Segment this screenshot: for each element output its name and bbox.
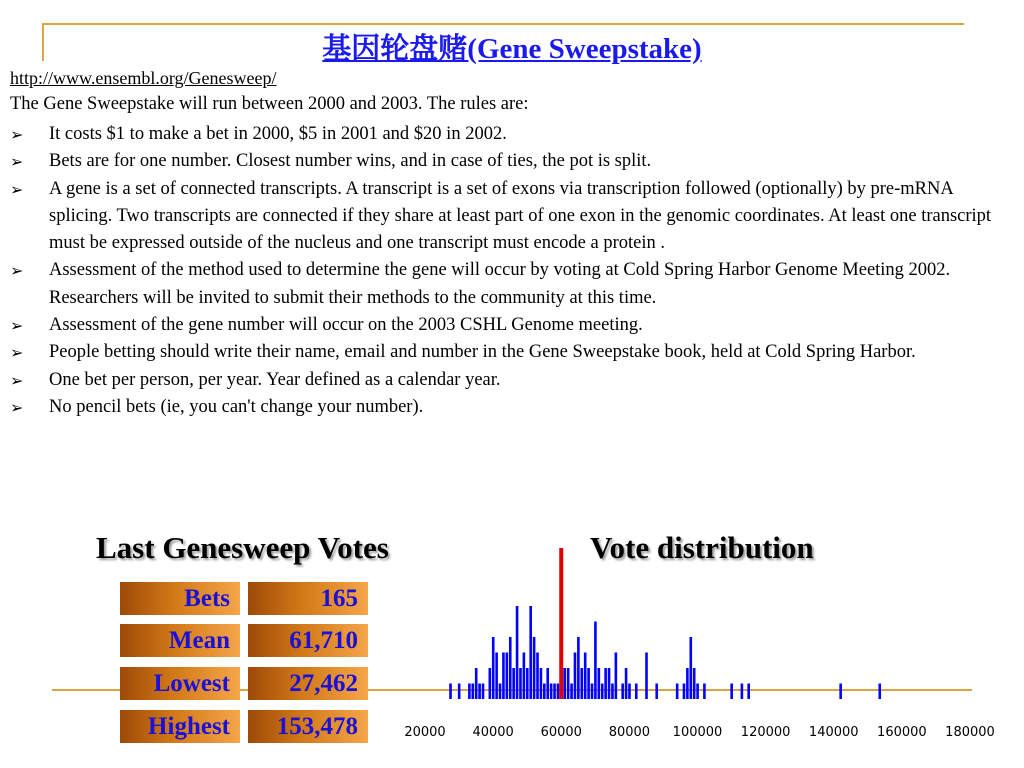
top-rule bbox=[42, 23, 964, 25]
histogram-bar bbox=[471, 684, 474, 700]
histogram-bar bbox=[625, 668, 628, 699]
histogram-bar bbox=[543, 684, 546, 700]
histogram-bar bbox=[580, 668, 583, 699]
votes-label-bets: Bets bbox=[120, 582, 240, 615]
vote-distribution-chart bbox=[395, 540, 1005, 745]
arrow-bullet-icon: ➢ bbox=[10, 343, 24, 363]
histogram-bar bbox=[492, 637, 495, 699]
histogram-bar bbox=[621, 684, 624, 700]
x-tick-label: 120000 bbox=[740, 725, 791, 740]
histogram-bar bbox=[689, 637, 692, 699]
histogram-bar bbox=[686, 668, 689, 699]
histogram-bar bbox=[676, 684, 679, 700]
intro-text: The Gene Sweepstake will run between 2000 and 2003. The rules are: bbox=[10, 94, 529, 114]
histogram-bar bbox=[550, 684, 553, 700]
rule-item: ➢ It costs $1 to make a bet in 2000, $5 in 2001 and $20 in 2002. bbox=[10, 121, 1010, 148]
histogram-bar bbox=[512, 668, 515, 699]
votes-label-lowest: Lowest bbox=[120, 667, 240, 700]
histogram-bar bbox=[529, 606, 532, 699]
histogram-bar bbox=[553, 684, 556, 700]
x-tick-label: 100000 bbox=[672, 725, 723, 740]
histogram-bar bbox=[584, 653, 587, 700]
rule-item: ➢ People betting should write their name, email and number in the Gene Sweepstake book, held at Cold Spring Harbor. bbox=[10, 339, 1010, 366]
histogram-bar bbox=[747, 684, 750, 700]
votes-value-highest: 153,478 bbox=[248, 710, 368, 743]
histogram-bar bbox=[468, 684, 471, 700]
genesweep-link[interactable]: http://www.ensembl.org/Genesweep/ bbox=[10, 68, 277, 88]
histogram-bar bbox=[482, 684, 485, 700]
histogram-bar bbox=[683, 684, 686, 700]
mean-marker-line bbox=[559, 548, 563, 699]
votes-title: Last Genesweep Votes bbox=[96, 530, 389, 565]
histogram-bar bbox=[696, 684, 699, 700]
histogram-bar bbox=[645, 653, 648, 700]
arrow-bullet-icon: ➢ bbox=[10, 179, 24, 199]
histogram-bar bbox=[839, 684, 842, 700]
histogram-bar bbox=[526, 668, 529, 699]
histogram-bar bbox=[533, 637, 536, 699]
votes-value-mean: 61,710 bbox=[248, 624, 368, 657]
histogram-bar bbox=[615, 653, 618, 700]
histogram-bar bbox=[574, 653, 577, 700]
x-tick-label: 180000 bbox=[945, 725, 995, 740]
histogram-bar bbox=[608, 668, 611, 699]
rule-item: ➢ Bets are for one number. Closest number wins, and in case of ties, the pot is split. bbox=[10, 148, 1010, 175]
histogram-bar bbox=[655, 684, 658, 700]
histogram-bar bbox=[693, 668, 696, 699]
histogram-bar bbox=[598, 668, 601, 699]
histogram-bar bbox=[730, 684, 733, 700]
histogram-bar bbox=[458, 684, 461, 700]
arrow-bullet-icon: ➢ bbox=[10, 316, 24, 336]
chart-bars bbox=[449, 548, 881, 699]
histogram-bar bbox=[519, 668, 522, 699]
arrow-bullet-icon: ➢ bbox=[10, 397, 24, 417]
histogram-bar bbox=[567, 668, 570, 699]
arrow-bullet-icon: ➢ bbox=[10, 261, 24, 281]
chart-tick-labels bbox=[404, 725, 995, 740]
histogram-bar bbox=[516, 606, 519, 699]
x-tick-label: 60000 bbox=[540, 725, 582, 740]
histogram-bar bbox=[489, 668, 492, 699]
slide-title: 基因轮盘赌(Gene Sweepstake) bbox=[322, 33, 702, 65]
histogram-bar bbox=[878, 684, 881, 700]
rule-item: ➢ Assessment of the method used to determine the gene will occur by voting at Cold Spring Harbor Genome Meeting 2002. Researchers will be invited to submit their methods to the community at this time. bbox=[10, 257, 1010, 312]
histogram-bar bbox=[536, 653, 539, 700]
histogram-bar bbox=[604, 668, 607, 699]
rule-item: ➢ No pencil bets (ie, you can't change your number). bbox=[10, 394, 1010, 421]
histogram-bar bbox=[502, 653, 505, 700]
histogram-bar bbox=[546, 668, 549, 699]
rules-list bbox=[10, 121, 1010, 421]
histogram-bar bbox=[523, 653, 526, 700]
votes-value-bets: 165 bbox=[248, 582, 368, 615]
histogram-bar bbox=[540, 668, 543, 699]
arrow-bullet-icon: ➢ bbox=[10, 125, 24, 144]
rule-item: ➢ A gene is a set of connected transcripts. A transcript is a set of exons via transcription followed (optionally) by pre-mRNA splicing. Two transcripts are connected if they share at least part of one exon in the genomic coordinates. At least one transcript must be expressed outside of the nucleus and one transcript must encode a protein . bbox=[10, 176, 1010, 258]
histogram-bar bbox=[741, 684, 744, 700]
votes-label-mean: Mean bbox=[120, 624, 240, 657]
rule-item: ➢ Assessment of the gene number will occur on the 2003 CSHL Genome meeting. bbox=[10, 312, 1010, 339]
histogram-bar bbox=[557, 684, 560, 700]
histogram-bar bbox=[628, 684, 631, 700]
histogram-bar bbox=[591, 684, 594, 700]
x-tick-label: 140000 bbox=[808, 725, 859, 740]
histogram-bar bbox=[509, 637, 512, 699]
arrow-bullet-icon: ➢ bbox=[10, 370, 24, 390]
histogram-bar bbox=[577, 637, 580, 699]
chart-title: Vote distribution bbox=[590, 530, 814, 565]
histogram-bar bbox=[495, 653, 498, 700]
histogram-bar bbox=[570, 684, 573, 700]
histogram-bar bbox=[587, 668, 590, 699]
x-tick-label: 80000 bbox=[608, 725, 651, 740]
arrow-bullet-icon: ➢ bbox=[10, 152, 24, 172]
histogram-bar bbox=[506, 653, 509, 700]
histogram-bar bbox=[594, 622, 597, 700]
histogram-bar bbox=[499, 684, 502, 700]
histogram-bar bbox=[563, 668, 566, 699]
histogram-bar bbox=[611, 684, 614, 700]
histogram-bar bbox=[635, 684, 638, 700]
x-tick-label: 160000 bbox=[877, 725, 927, 740]
histogram-bar bbox=[475, 668, 478, 699]
x-tick-label: 20000 bbox=[404, 725, 446, 740]
histogram-bar bbox=[601, 684, 604, 700]
x-tick-label: 40000 bbox=[472, 725, 514, 740]
histogram-bar bbox=[449, 684, 452, 700]
rule-item: ➢ One bet per person, per year. Year defined as a calendar year. bbox=[10, 367, 1010, 394]
votes-value-lowest: 27,462 bbox=[248, 667, 368, 700]
histogram-bar bbox=[478, 684, 481, 700]
histogram-bar bbox=[703, 684, 706, 700]
votes-label-highest: Highest bbox=[120, 710, 240, 743]
